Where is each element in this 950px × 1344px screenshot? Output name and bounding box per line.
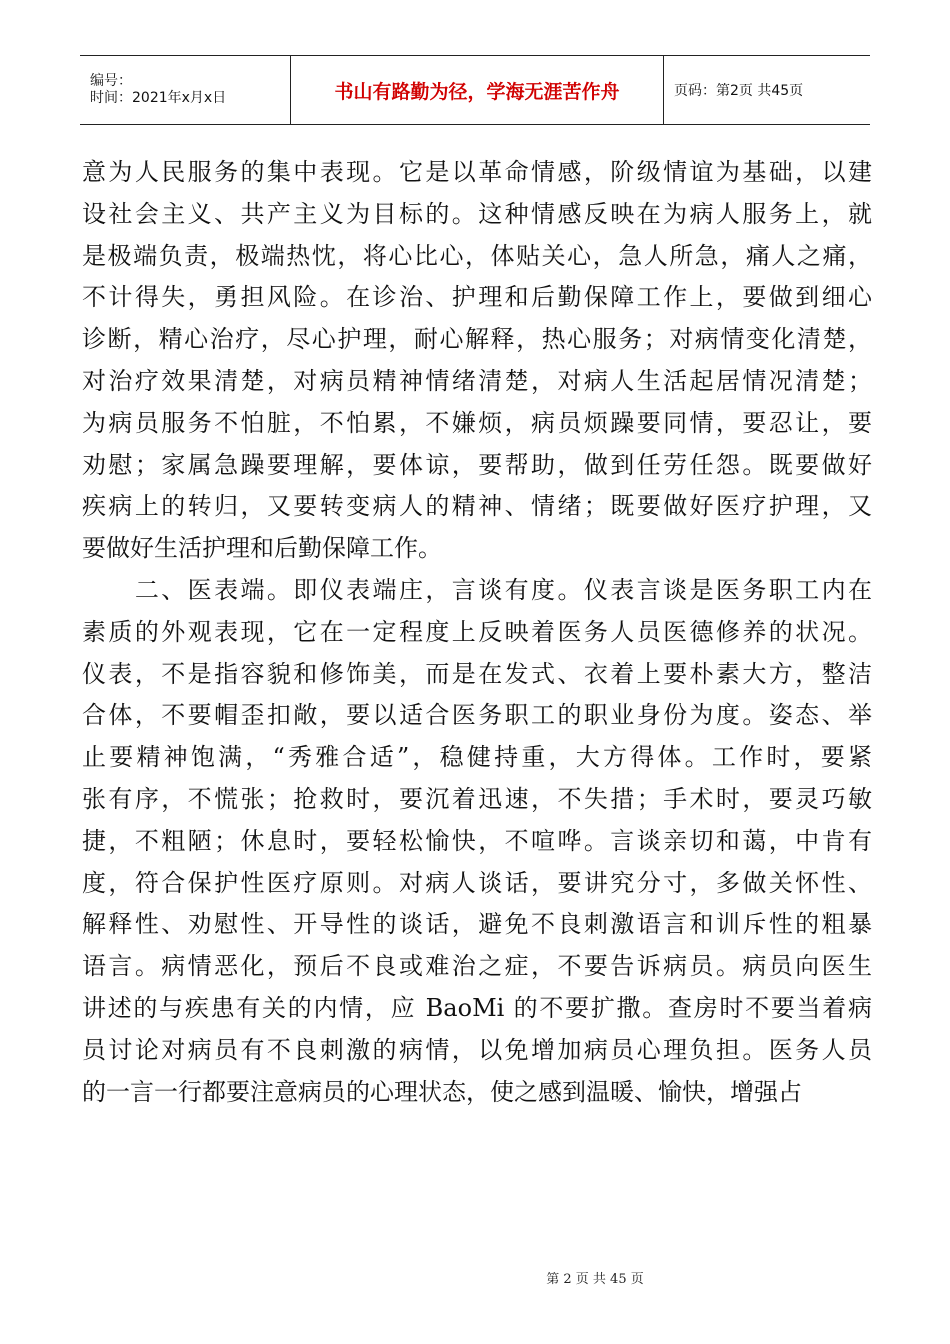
body-line: 二、医表端。即仪表端庄，言谈有度。仪表言谈是医务职工内在: [82, 575, 872, 604]
body-line: 不计得失，勇担风险。在诊治、护理和后勤保障工作上，要做到细心: [82, 283, 872, 312]
document-body: [82, 152, 872, 1113]
motto-text: 书山有路勤为径，学海无涯苦作舟: [334, 80, 620, 103]
body-line: 员讨论对病员有不良刺激的病情，以免增加病员心理负担。医务人员: [82, 1035, 872, 1064]
header-meta: [80, 56, 290, 124]
body-line: 捷，不粗陋；休息时，要轻松愉快，不喧哗。言谈亲切和蔼，中肯有: [82, 826, 872, 855]
body-line: 要做好生活护理和后勤保障工作。: [82, 534, 442, 563]
body-line: 仪表，不是指容貌和修饰美，而是在发式、衣着上要朴素大方，整洁: [82, 659, 872, 688]
body-line: 设社会主义、共产主义为目标的。这种情感反映在为病人服务上，就: [82, 199, 872, 228]
body-line: 为病员服务不怕脏，不怕累，不嫌烦，病员烦躁要同情，要忍让，要: [82, 408, 872, 437]
document-number-label: 编号：: [90, 73, 132, 89]
body-line: 讲述的与疾患有关的内情，应 BaoMi 的不要扩撒。查房时不要当着病: [82, 993, 872, 1022]
body-line: 意为人民服务的集中表现。它是以革命情感，阶级情谊为基础，以建: [82, 158, 872, 186]
body-line: 止要精神饱满，“秀雅合适”，稳健持重，大方得体。工作时，要紧: [82, 743, 872, 772]
body-line: 语言。病情恶化，预后不良或难治之症，不要告诉病员。病员向医生: [82, 952, 872, 981]
page-header: [80, 55, 870, 125]
body-line: 张有序，不慌张；抢救时，要沉着迅速，不失措；手术时，要灵巧敏: [82, 784, 872, 813]
header-page-info: [664, 56, 870, 124]
body-line: 是极端负责，极端热忱，将心比心，体贴关心，急人所急，痛人之痛，: [82, 241, 872, 270]
document-time-label: 时间：2021年x月x日: [90, 90, 227, 106]
body-line: 素质的外观表现，它在一定程度上反映着医务人员医德修养的状况。: [82, 617, 872, 646]
page-footer: 第 2 页 共 45 页: [546, 1272, 644, 1287]
body-line: 劝慰；家属急躁要理解，要体谅，要帮助，做到任劳任怨。既要做好: [82, 450, 872, 479]
body-line: 合体，不要帽歪扣敞，要以适合医务职工的职业身份为度。姿态、举: [82, 701, 872, 730]
body-line: 疾病上的转归，又要转变病人的精神、情绪；既要做好医疗护理，又: [82, 492, 872, 521]
body-line: 的一言一行都要注意病员的心理状态，使之感到温暖、愉快，增强占: [82, 1077, 802, 1106]
body-line: 度，符合保护性医疗原则。对病人谈话，要讲究分寸，多做关怀性、: [82, 868, 872, 897]
body-line: 诊断，精心治疗，尽心护理，耐心解释，热心服务；对病情变化清楚，: [82, 325, 872, 354]
body-line: 对治疗效果清楚，对病员精神情绪清楚，对病人生活起居情况清楚；: [82, 366, 872, 395]
body-line: 解释性、劝慰性、开导性的谈话，避免不良刺激语言和训斥性的粗暴: [82, 910, 872, 939]
page-number-label: 页码：第2页 共45页: [674, 83, 804, 99]
header-motto: [290, 56, 664, 124]
